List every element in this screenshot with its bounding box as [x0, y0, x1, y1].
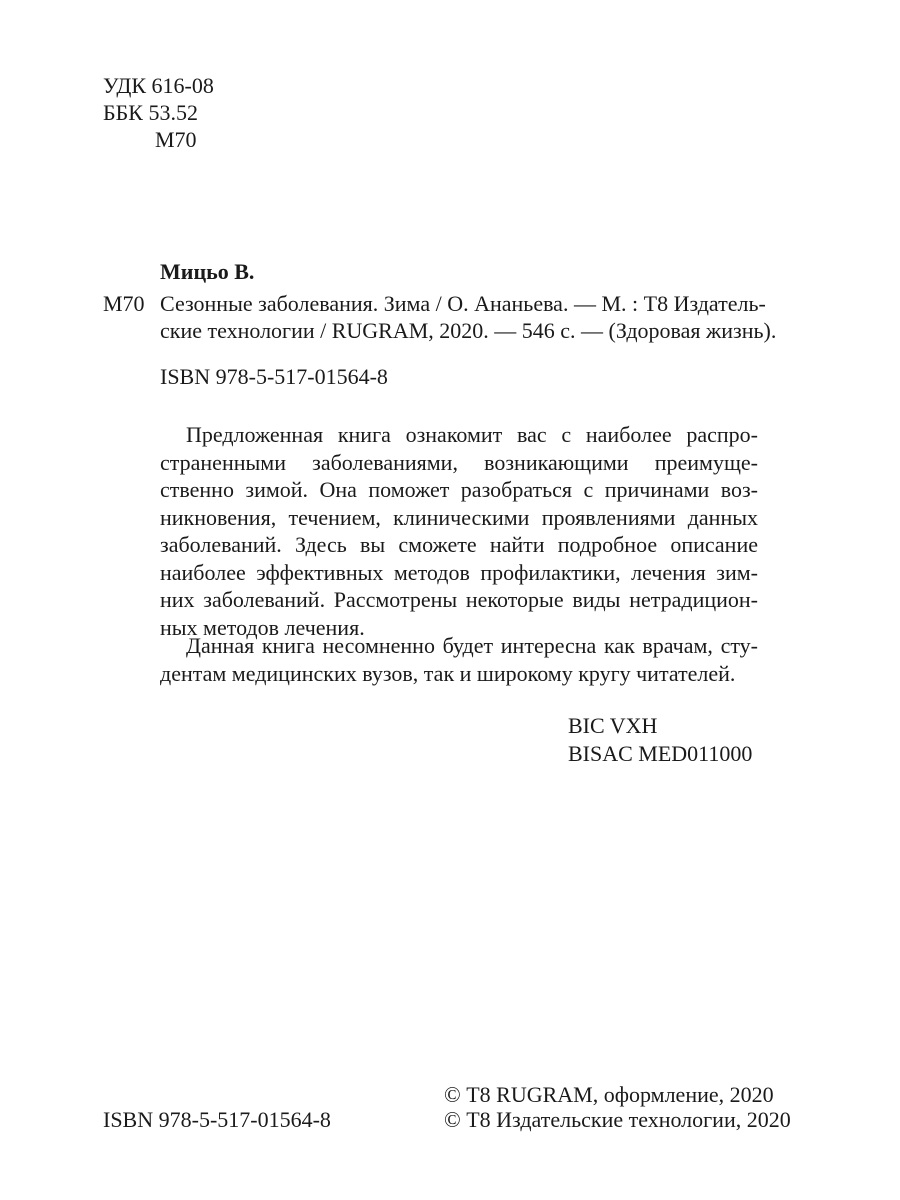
bisac-code: BISAC MED011000: [568, 741, 753, 766]
footer-isbn: ISBN 978-5-517-01564-8: [103, 1107, 331, 1132]
annotation-line: никновения, течением, клиническими проявлениями данных: [160, 504, 758, 530]
author-mark-top: М70: [155, 127, 197, 152]
udk-code: УДК 616-08: [103, 73, 214, 98]
record-isbn: ISBN 978-5-517-01564-8: [160, 364, 388, 389]
annotation-line: ных методов лечения.: [160, 614, 365, 640]
footer-copyright-2: © Т8 Издательские технологии, 2020: [444, 1107, 791, 1132]
bic-code: BIC VXH: [568, 713, 658, 738]
annotation-line: ственно зимой. Она поможет разобраться с причинами воз-: [160, 477, 758, 502]
annotation-paragraph-2: [160, 632, 758, 687]
annotation-line: наиболее эффективных методов профилактики, лечения зим-: [160, 559, 758, 585]
annotation-line: них заболеваний. Рассмотрены некоторые виды нетрадицион-: [160, 587, 758, 612]
annotation-line: Данная книга несомненно будет интересна как врачам, сту-: [186, 633, 758, 658]
annotation-line: заболеваний. Здесь вы сможете найти подробное описание: [160, 532, 758, 557]
author-mark-record: М70: [103, 291, 145, 316]
annotation-line: дентам медицинских вузов, так и широкому кругу читателей.: [160, 660, 736, 686]
footer-copyright-1: © Т8 RUGRAM, оформление, 2020: [444, 1082, 774, 1107]
record-description-line-2: ские технологии / RUGRAM, 2020. — 546 с. — (Здоровая жизнь).: [160, 318, 777, 343]
annotation-line: Предложенная книга ознакомит вас с наиболее распро-: [186, 422, 758, 447]
author-heading: Мицьо В.: [160, 259, 255, 284]
annotation-paragraph-1: [160, 421, 758, 641]
bbk-code: ББК 53.52: [103, 100, 198, 125]
record-description-line-1: Сезонные заболевания. Зима / О. Ананьева. — М. : Т8 Издатель-: [160, 291, 766, 316]
annotation-line: страненными заболеваниями, возникающими преимуще-: [160, 449, 758, 475]
